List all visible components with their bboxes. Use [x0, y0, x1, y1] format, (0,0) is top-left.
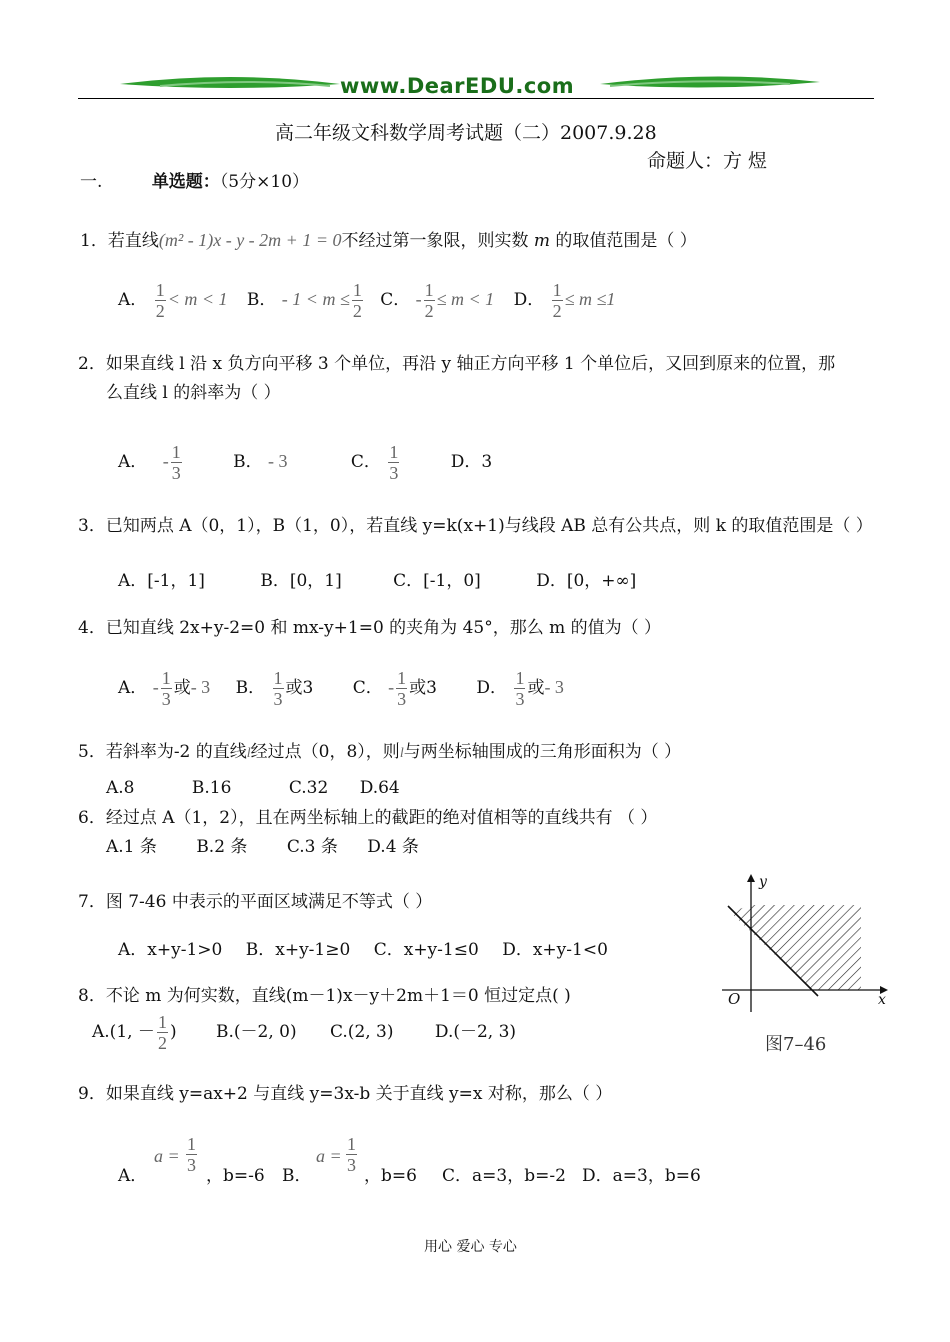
q5-text2: 经过点（0，8），则 — [250, 742, 400, 762]
header-rule — [78, 98, 874, 99]
q4-c-minus: - — [388, 677, 395, 697]
axis-y-label: y — [759, 874, 767, 890]
q9-b-eq: a = — [316, 1146, 342, 1166]
q2-option-d: D．3 — [450, 452, 493, 472]
q2-options — [118, 442, 492, 483]
q9-a-b: ，b=-6 — [206, 1166, 265, 1186]
q1-b-expr: - 1 < m ≤ — [281, 289, 350, 309]
q5-l: l — [246, 746, 251, 761]
site-logo: www.DearEDU.com — [340, 74, 575, 98]
exam-title: 高二年级文科数学周考试题（二）2007.9.28 — [275, 122, 657, 144]
q5-option-b: B.16 — [191, 778, 232, 798]
q1-a-expr: < m < 1 — [167, 289, 228, 309]
q8-option-d: D.(－2, 3) — [434, 1022, 517, 1042]
q3-text: 3．已知两点 A（0，1），B（1，0），若直线 y=k(x+1)与线段 AB 总有公共点，则 k 的取值范围是（ ） — [78, 516, 873, 536]
q5-option-a: A.8 — [106, 778, 135, 798]
q4-option-b: B． — [235, 678, 266, 698]
q9-option-b: B． — [282, 1166, 312, 1186]
fraction: $\frac{1}{2}$ — [157, 1012, 167, 1053]
region-graph — [718, 872, 894, 1022]
q2-option-a: A． — [118, 452, 148, 472]
q5-text — [78, 742, 681, 764]
q3-option-c: C．[-1，0] — [393, 571, 481, 591]
q1-option-a: A． — [118, 290, 148, 310]
q5-option-d: D.64 — [359, 778, 400, 798]
exam-author: 命题人：方 煜 — [647, 150, 768, 172]
q4-or: 或 — [527, 678, 545, 698]
q7-text: 7．图 7-46 中表示的平面区域满足不等式（ ） — [78, 892, 433, 912]
q6-option-b: B.2 条 — [196, 837, 248, 857]
q8-option-a: A.(1, － — [92, 1022, 155, 1042]
q6-text: 6．经过点 A（1，2），且在两坐标轴上的截距的绝对值相等的直线共有 （ ） — [78, 808, 658, 828]
q8-a-close: ) — [169, 1022, 177, 1042]
q2-a-minus: - — [162, 451, 169, 471]
section-score: （5分×10） — [219, 172, 310, 192]
q1-var: m — [533, 231, 550, 251]
fraction: $\frac{1}{2}$ — [552, 280, 562, 321]
fraction: $\frac{1}{3}$ — [515, 668, 525, 709]
q9-option-c: C．a=3，b=-2 — [442, 1166, 566, 1186]
q4-d-neg3: - 3 — [544, 677, 564, 697]
q1-c-minus: - — [415, 289, 422, 309]
q4-or: 或 — [173, 678, 191, 698]
q5-text3: 与两坐标轴围成的三角形面积为（ ） — [403, 742, 682, 762]
q4-or: 或 — [285, 678, 303, 698]
q9-option-d: D．a=3，b=6 — [582, 1166, 701, 1186]
origin-label: O — [728, 990, 741, 1008]
section-number: 一. — [80, 172, 103, 192]
q3-option-d: D．[0，+∞] — [536, 571, 637, 591]
q9-b-b: ，b=6 — [364, 1166, 417, 1186]
figure-caption: 图7–46 — [765, 1034, 827, 1055]
q3-options — [118, 571, 636, 591]
q4-option-c: C． — [352, 678, 383, 698]
fraction: $\frac{1}{3}$ — [347, 1134, 356, 1175]
section-name: 单选题： — [151, 172, 220, 192]
figure-7-46 — [718, 872, 894, 1062]
q1-d-expr: ≤ m ≤1 — [564, 289, 616, 309]
fraction: $\frac{1}{3}$ — [161, 668, 171, 709]
fraction: $\frac{1}{2}$ — [155, 280, 165, 321]
q3-option-b: B．[0，1] — [260, 571, 342, 591]
q2-option-b: B． — [233, 452, 263, 472]
question-1 — [80, 230, 697, 251]
page-footer: 用心 爱心 专心 — [424, 1239, 517, 1255]
q1-text2: 不经过第一象限，则实数 — [341, 231, 529, 251]
q7-option-b: B．x+y-1≥0 — [245, 940, 351, 960]
q7-option-c: C．x+y-1≤0 — [373, 940, 479, 960]
q2-line2: 么直线 l 的斜率为（ ） — [106, 383, 281, 403]
q4-options — [118, 668, 564, 709]
q1-option-c: C． — [380, 290, 411, 310]
fraction: $\frac{1}{3}$ — [389, 442, 399, 483]
q6-option-c: C.3 条 — [286, 837, 338, 857]
q4-text: 4．已知直线 2x+y-2=0 和 mx-y+1=0 的夹角为 45°，那么 m 的值为（ ） — [78, 618, 662, 638]
q2-b-value: - 3 — [268, 451, 288, 471]
q1-number: 1． — [80, 231, 108, 251]
q7-option-d: D．x+y-1<0 — [502, 940, 608, 960]
q4-a-minus: - — [152, 677, 159, 697]
q4-or: 或 — [409, 678, 427, 698]
q1-option-b: B． — [246, 290, 277, 310]
q1-text3: 的取值范围是（ ） — [555, 231, 697, 251]
q8-option-b: B.(－2, 0) — [215, 1022, 297, 1042]
section-heading — [80, 172, 309, 192]
q4-option-d: D． — [476, 678, 508, 698]
q5-option-c: C.32 — [288, 778, 329, 798]
q9-a-eq: a = — [154, 1146, 180, 1166]
q8-option-c: C.(2, 3) — [330, 1022, 394, 1042]
q9-text: 9．如果直线 y=ax+2 与直线 y=3x-b 关于直线 y=x 对称，那么（ ） — [78, 1084, 613, 1104]
q2-option-c: C． — [350, 452, 381, 472]
q6-options — [106, 837, 419, 857]
q6-option-d: D.4 条 — [367, 837, 419, 857]
q7-option-a: A．x+y-1>0 — [118, 940, 223, 960]
q1-text: 若直线 — [107, 231, 159, 251]
q3-option-a: A．[-1，1] — [118, 571, 205, 591]
fraction: $\frac{1}{2}$ — [424, 280, 434, 321]
q4-c-three: 3 — [426, 678, 437, 698]
q5-options — [106, 778, 400, 798]
q1-c-expr: ≤ m < 1 — [436, 289, 495, 309]
q9-option-a: A． — [118, 1166, 148, 1186]
axis-x-label: x — [878, 992, 886, 1008]
q4-b-three: 3 — [302, 678, 314, 698]
q4-a-neg3: - 3 — [190, 677, 211, 697]
q2-line1: 2．如果直线 l 沿 x 负方向平移 3 个单位，再沿 y 轴正方向平移 1 个单位后，又回到原来的位置，那 — [78, 354, 836, 374]
q7-options — [118, 940, 608, 960]
q1-options — [118, 280, 615, 321]
q1-option-d: D． — [513, 290, 545, 310]
q1-equation: (m² - 1)x - y - 2m + 1 = 0 — [158, 230, 342, 250]
fraction: $\frac{1}{3}$ — [397, 668, 407, 709]
q5-text1: 5．若斜率为-2 的直线 — [78, 742, 247, 762]
q8-text: 8．不论 m 为何实数，直线(m－1)x－y＋2m＋1＝0 恒过定点( ) — [78, 986, 571, 1006]
q8-options — [92, 1012, 516, 1053]
fraction: $\frac{1}{3}$ — [273, 668, 283, 709]
q5-l: l — [399, 746, 404, 761]
fraction: $\frac{1}{2}$ — [352, 280, 362, 321]
fraction: $\frac{1}{3}$ — [171, 442, 181, 483]
q4-option-a: A． — [118, 678, 148, 698]
fraction: $\frac{1}{3}$ — [187, 1134, 196, 1175]
q6-option-a: A.1 条 — [106, 837, 157, 857]
